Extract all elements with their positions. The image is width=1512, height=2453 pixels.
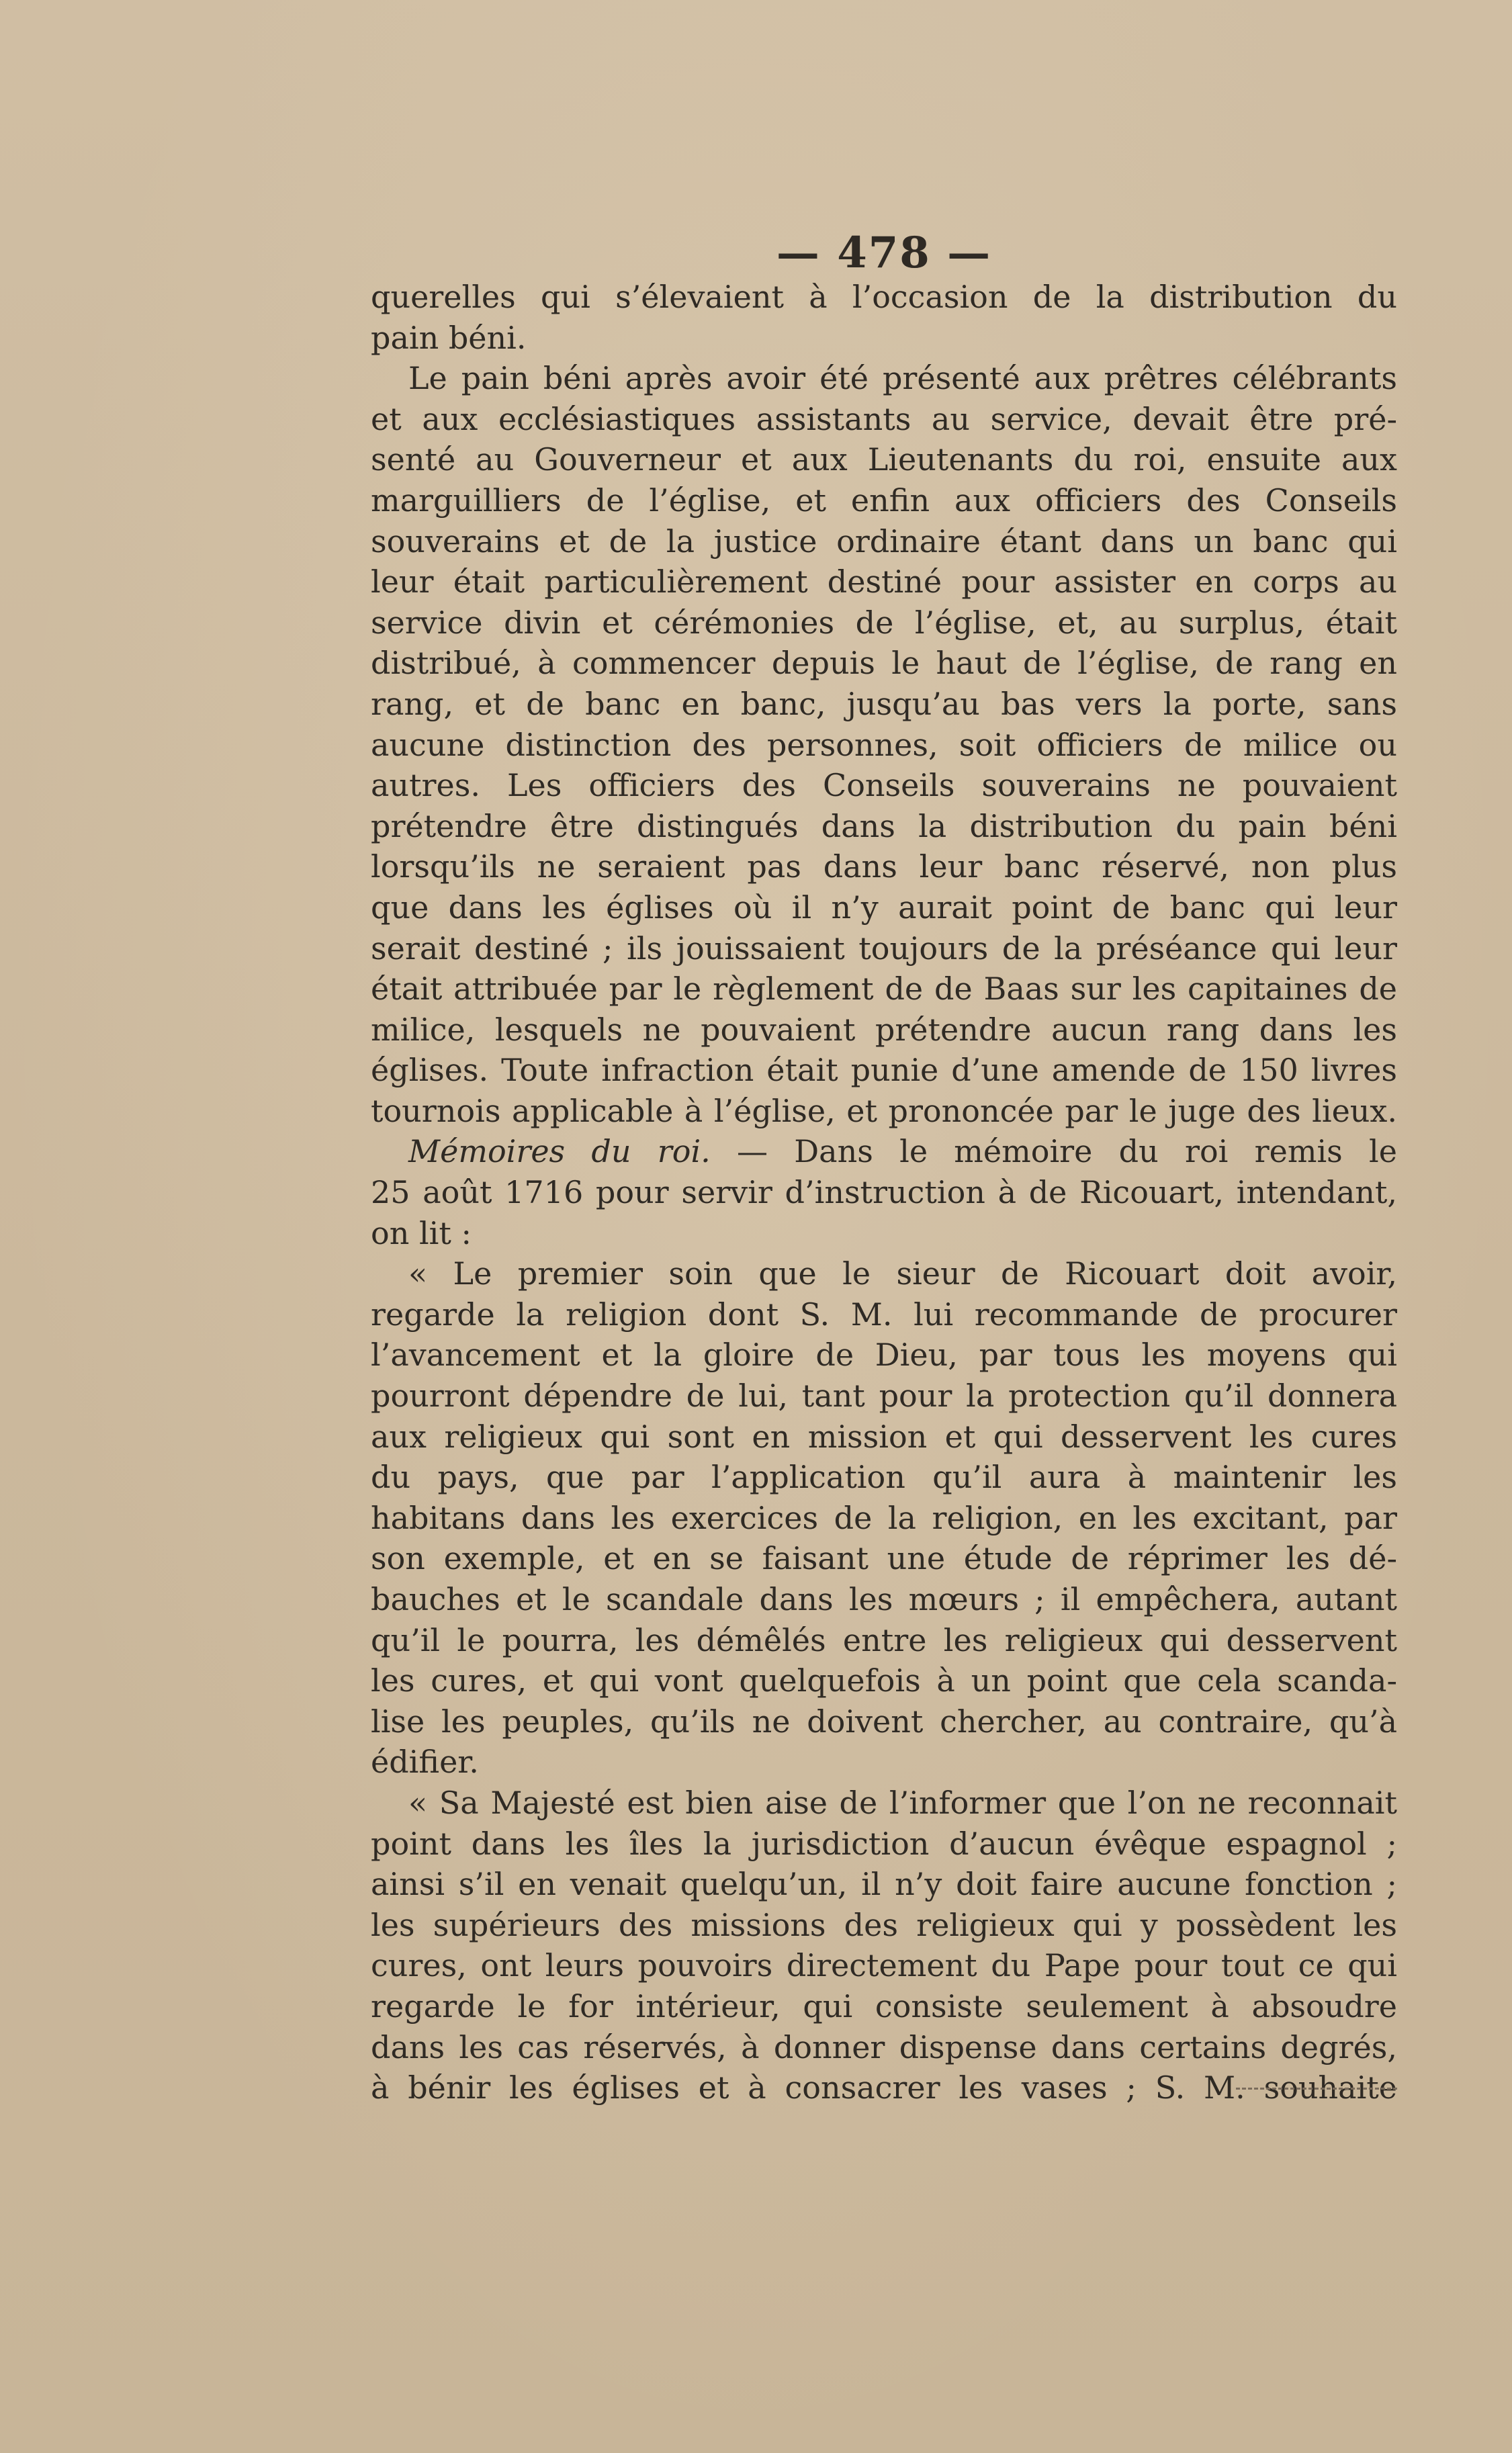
- line-text: — Dans le mémoire du roi remis le: [710, 1133, 1397, 1170]
- line-text: prétendre être distingués dans la distribution du pain béni: [371, 807, 1397, 844]
- text-line: [371, 725, 1397, 766]
- line-text: lorsqu’ils ne seraient pas dans leur banc réservé, non plus: [371, 848, 1397, 885]
- text-line: [371, 399, 1397, 440]
- text-line: [371, 521, 1397, 562]
- text-line: [371, 1376, 1397, 1417]
- text-line: [371, 1172, 1397, 1213]
- text-line: [371, 928, 1397, 969]
- line-text: Le pain béni après avoir été présenté aux prêtres célébrants: [408, 360, 1397, 397]
- line-text: pourront dépendre de lui, tant pour la protection qu’il donnera: [371, 1378, 1397, 1415]
- text-line: [371, 765, 1397, 806]
- line-text: milice, lesquels ne pouvaient prétendre aucun rang dans les: [371, 1011, 1397, 1048]
- line-text: les supérieurs des missions des religieux qui y possèdent les: [371, 1906, 1397, 1943]
- line-text: l’avancement et la gloire de Dieu, par tous les moyens qui: [371, 1337, 1397, 1374]
- line-text: ainsi s’il en venait quelqu’un, il n’y doit faire aucune fonction ;: [371, 1866, 1397, 1903]
- line-text: qu’il le pourra, les démêlés entre les religieux qui desservent: [371, 1621, 1397, 1658]
- line-text: églises. Toute infraction était punie d’une amende de 150 livres: [371, 1052, 1397, 1089]
- text-line: [371, 1701, 1397, 1742]
- line-text: à bénir les églises et à consacrer les vases ; S. M. souhaite: [371, 2069, 1397, 2106]
- decorative-rule: [1236, 2088, 1397, 2092]
- text-line: [371, 684, 1397, 725]
- text-line: [371, 1253, 1397, 1294]
- text-line: [371, 1294, 1397, 1335]
- line-text: aucune distinction des personnes, soit officiers de milice ou: [371, 726, 1397, 763]
- text-line: [371, 358, 1397, 399]
- line-text: point dans les îles la jurisdiction d’aucun évêque espagnol ;: [371, 1825, 1397, 1862]
- text-line: [371, 1050, 1397, 1091]
- line-text: regarde le for intérieur, qui consiste seulement à absoudre: [371, 1988, 1397, 2024]
- line-text: aux religieux qui sont en mission et qui desservent les cures: [371, 1418, 1397, 1455]
- text-line: [371, 887, 1397, 928]
- line-text: autres. Les officiers des Conseils souverains ne pouvaient: [371, 767, 1397, 804]
- text-line: [371, 1824, 1397, 1865]
- line-text: regarde la religion dont S. M. lui recommande de procurer: [371, 1296, 1397, 1333]
- line-text: querelles qui s’élevaient à l’occasion de la distribution du: [371, 279, 1397, 315]
- text-line: [371, 1620, 1397, 1661]
- text-line: [371, 806, 1397, 847]
- line-text: était attribuée par le règlement de de Baas sur les capitaines de: [371, 971, 1397, 1008]
- text-line: [371, 1579, 1397, 1620]
- text-line: [371, 1335, 1397, 1376]
- line-text: 25 août 1716 pour servir d’instruction à de Ricouart, intendant,: [371, 1174, 1397, 1211]
- text-line: [371, 2027, 1397, 2068]
- line-text: pain béni.: [371, 319, 527, 356]
- paragraph-lines: [371, 277, 1397, 2108]
- text-line: [371, 277, 1397, 318]
- text-line: [371, 1538, 1397, 1579]
- italic-heading: Mémoires du roi.: [408, 1133, 711, 1170]
- line-text: rang, et de banc en banc, jusqu’au bas vers la porte, sans: [371, 685, 1397, 722]
- text-line: [371, 439, 1397, 480]
- text-line: [371, 1905, 1397, 1946]
- line-text: marguilliers de l’église, et enfin aux officiers des Conseils: [371, 482, 1397, 519]
- text-line: [371, 480, 1397, 521]
- line-text: les cures, et qui vont quelquefois à un point que cela scanda-: [371, 1662, 1397, 1699]
- line-text: on lit :: [371, 1214, 472, 1251]
- text-line: [371, 318, 1397, 359]
- text-line: [371, 1783, 1397, 1824]
- text-line: [371, 603, 1397, 643]
- text-line: [371, 643, 1397, 684]
- line-text: souverains et de la justice ordinaire étant dans un banc qui: [371, 523, 1397, 560]
- line-text: « Sa Majesté est bien aise de l’informer que l’on ne reconnait: [408, 1784, 1397, 1821]
- text-line: [371, 1986, 1397, 2027]
- text-line: [371, 562, 1397, 603]
- line-text: leur était particulièrement destiné pour assister en corps au: [371, 564, 1397, 600]
- text-line: [371, 1742, 1397, 1783]
- page-number: — 478 —: [776, 228, 992, 278]
- line-text: édifier.: [371, 1744, 479, 1781]
- line-text: senté au Gouverneur et aux Lieutenants du roi, ensuite aux: [371, 441, 1397, 478]
- text-line: [371, 1457, 1397, 1498]
- page-text: [371, 230, 1397, 2108]
- text-line: [371, 1864, 1397, 1905]
- line-text: tournois applicable à l’église, et prononcée par le juge des lieux.: [371, 1092, 1397, 1129]
- line-text: habitans dans les exercices de la religion, en les excitant, par: [371, 1499, 1397, 1536]
- text-line: [371, 1945, 1397, 1986]
- text-line: [371, 1660, 1397, 1701]
- line-text: du pays, que par l’application qu’il aura à maintenir les: [371, 1459, 1397, 1496]
- text-line: [371, 1131, 1397, 1172]
- text-line: [371, 1498, 1397, 1539]
- line-text: serait destiné ; ils jouissaient toujours de la préséance qui leur: [371, 930, 1397, 967]
- text-line: [371, 1091, 1397, 1132]
- text-line: [371, 1417, 1397, 1458]
- line-text: son exemple, et en se faisant une étude de réprimer les dé-: [371, 1540, 1397, 1577]
- text-line: [371, 1010, 1397, 1051]
- line-text: que dans les églises où il n’y aurait point de banc qui leur: [371, 889, 1397, 926]
- line-text: cures, ont leurs pouvoirs directement du Pape pour tout ce qui: [371, 1947, 1397, 1984]
- text-line: [371, 969, 1397, 1010]
- line-text: distribué, à commencer depuis le haut de l’église, de rang en: [371, 645, 1397, 682]
- line-text: dans les cas réservés, à donner dispense dans certains degrés,: [371, 2028, 1397, 2065]
- text-line: [371, 1213, 1397, 1254]
- line-text: et aux ecclésiastiques assistants au service, devait être pré-: [371, 400, 1397, 437]
- line-text: service divin et cérémonies de l’église, et, au surplus, était: [371, 604, 1397, 641]
- line-text: bauches et le scandale dans les mœurs ; il empêchera, autant: [371, 1581, 1397, 1617]
- line-text: « Le premier soin que le sieur de Ricouart doit avoir,: [408, 1255, 1397, 1292]
- line-text: lise les peuples, qu’ils ne doivent chercher, au contraire, qu’à: [371, 1703, 1397, 1740]
- text-line: [371, 846, 1397, 887]
